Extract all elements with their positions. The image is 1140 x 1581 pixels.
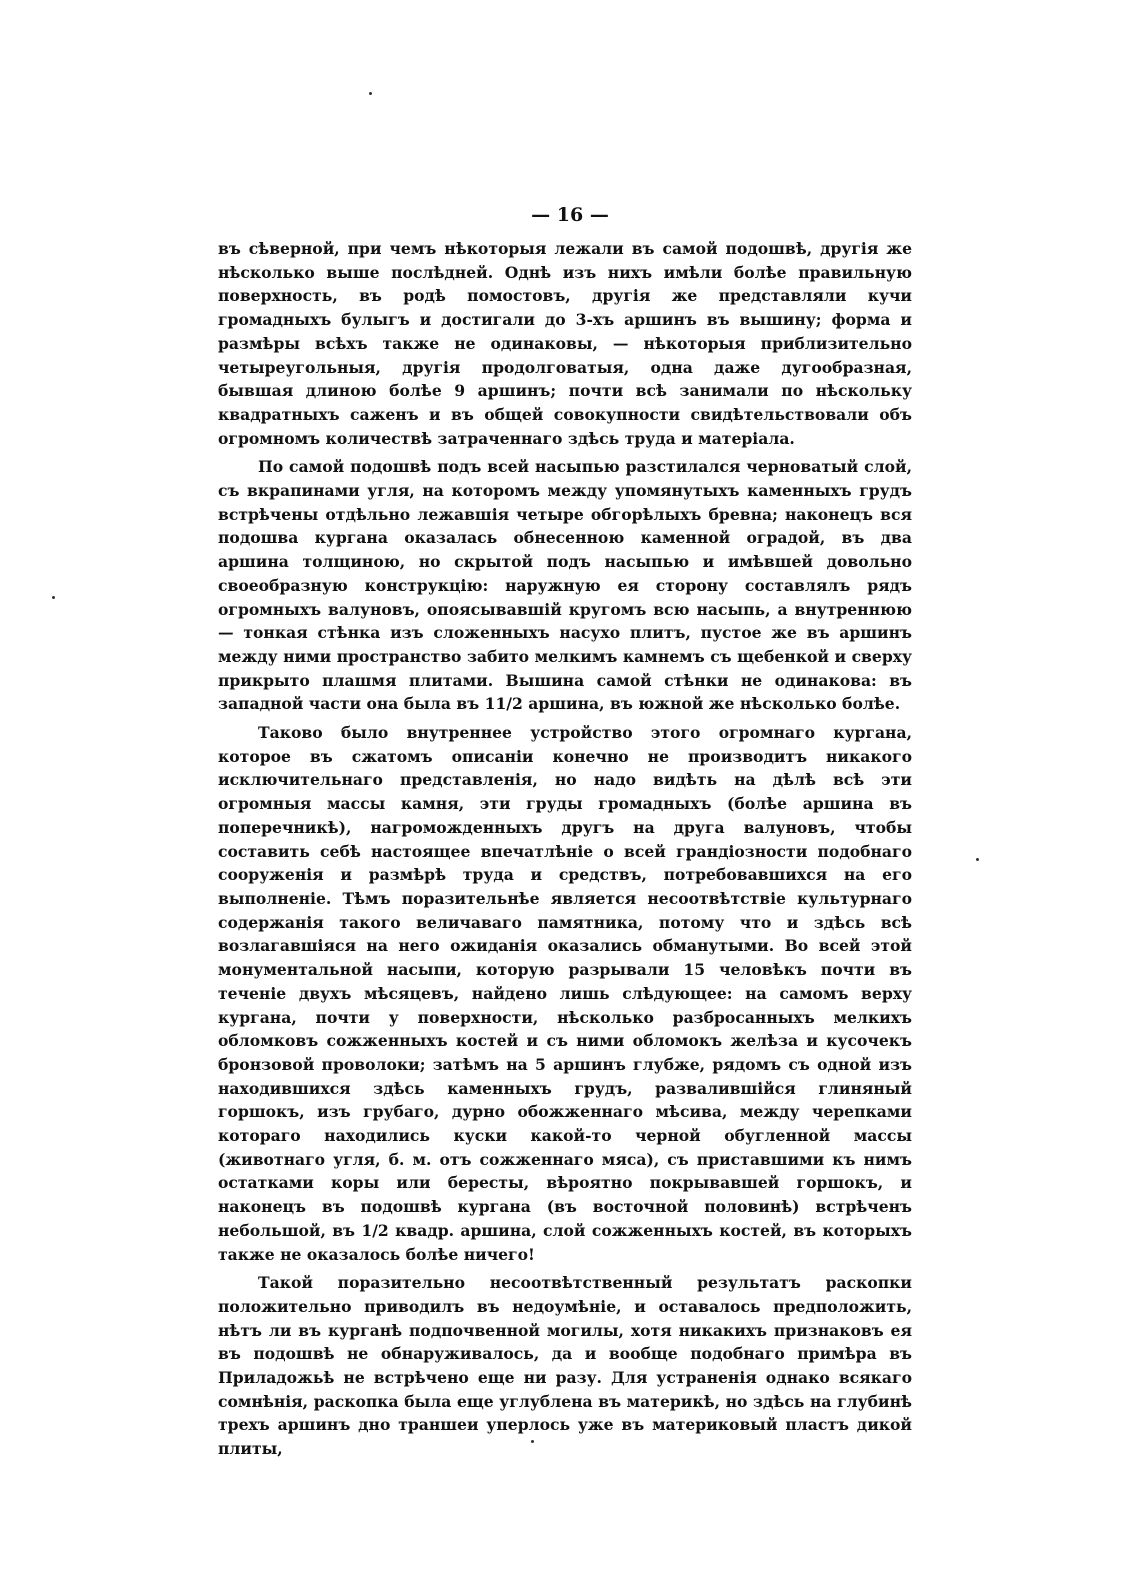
paragraph-2-text-end: аршина, въ южной же нѣсколько болѣе.: [522, 694, 901, 714]
paragraph-2: [218, 455, 912, 716]
scan-speck: [976, 858, 979, 861]
paragraph-3-text-end: квадр. аршина, слой сожженныхъ костей, въ которыхъ также не оказалось болѣе ничего!: [218, 1220, 912, 1264]
scan-speck: [52, 596, 55, 599]
paragraph-4: Такой поразительно несоотвѣтственный результатъ раскопки положительно приводилъ въ недоумѣніе, и оставалось предположить, нѣтъ ли въ курганѣ подпочвенной могилы, хотя никакихъ признаковъ ея въ подошвѣ не обнаруживалось, да и вообще подобнаго примѣра въ Приладожьѣ не встрѣчено еще ни разу. Для устраненія однако всякаго сомнѣнія, раскопка была еще углублена въ материкѣ, но здѣсь на глубинѣ трехъ аршинъ дно траншеи уперлось уже въ материковый пластъ дикой плиты,: [218, 1273, 912, 1459]
fraction-half: 1/2: [495, 694, 523, 714]
body-text: [218, 237, 912, 1466]
paragraph-1: въ сѣверной, при чемъ нѣкоторыя лежали въ самой подошвѣ, другія же нѣсколько выше послѣдней. Однѣ изъ нихъ имѣли болѣе правильную поверхность, въ родѣ помостовъ, другія же представляли кучи громадныхъ булыгъ и достигали до 3-хъ аршинъ въ вышину; форма и размѣры всѣхъ также не одинаковы, — нѣкоторыя приблизительно четыреугольныя, другія продолговатыя, одна даже дугообразная, бывшая длиною болѣе 9 аршинъ; почти всѣ занимали по нѣскольку квадратныхъ саженъ и въ общей совокупности свидѣтельствовали объ огромномъ количествѣ затраченнаго здѣсь труда и матеріала.: [218, 239, 912, 448]
paragraph-3: [218, 721, 912, 1266]
paragraph-3-text: Таково было внутреннее устройство этого огромнаго кургана, которое въ сжатомъ описаніи конечно не производитъ никакого исключительнаго представленія, но надо видѣть на дѣлѣ всѣ эти огромныя массы камня, эти груды громадныхъ (болѣе аршина въ поперечникѣ), нагроможденныхъ другъ на друга валуновъ, чтобы составить себѣ настоящее впечатлѣніе о всей грандіозности подобнаго сооруженія и размѣрѣ труда и средствъ, потребовавшихся на его выполненіе. Тѣмъ поразительнѣе является несоотвѣтствіе культурнаго содержанія такого величаваго памятника, потому что и здѣсь всѣ возлагавшіяся на него ожиданія оказались обманутыми. Во всей этой монументальной насыпи, которую разрывали 15 человѣкъ почти въ теченіе двухъ мѣсяцевъ, найдено лишь слѣдующее: на самомъ верху кургана, почти у поверхности, нѣсколько разбросанныхъ мелкихъ обломковъ сожженныхъ костей и съ ними обломокъ желѣза и кусочекъ бронзовой проволоки; затѣмъ на 5 аршинъ глубже, рядомъ съ одной изъ находившихся здѣсь каменныхъ грудъ, развалившійся глиняный горшокъ, изъ грубаго, дурно обожженнаго мѣсива, между черепками котораго находились куски какой-то черной обугленной массы (животнаго угля, б. м. отъ сожженнаго мяса), съ приставшими къ нимъ остатками коры или бересты, вѣроятно покрывавшей горшокъ, и наконецъ въ подошвѣ кургана (въ восточной половинѣ) встрѣченъ небольшой, въ: [218, 723, 912, 1240]
paragraph-2-text: По самой подошвѣ подъ всей насыпью разстилался черноватый слой, съ вкрапинами угля, на которомъ между упомянутыхъ каменныхъ грудъ встрѣчены отдѣльно лежавшія четыре обгорѣлыхъ бревна; наконецъ вся подошва кургана оказалась обнесенною каменной оградой, въ два аршина толщиною, но скрытой подъ насыпью и имѣвшей довольно своеобразную конструкцію: наружную ея сторону составлялъ рядъ огромныхъ валуновъ, опоясывавшій кругомъ всю насыпь, а внутреннюю — тонкая стѣнка изъ сложенныхъ насухо плитъ, пустое же въ аршинъ между ними пространство забито мелкимъ камнемъ съ щебенкой и сверху прикрыто плашмя плитами. Вышина самой стѣнки не одинакова: въ западной части она была въ 1: [218, 457, 912, 714]
fraction-half: 1/2: [361, 1220, 389, 1240]
scan-speck: [369, 92, 372, 95]
page-number: — 16 —: [531, 204, 609, 226]
